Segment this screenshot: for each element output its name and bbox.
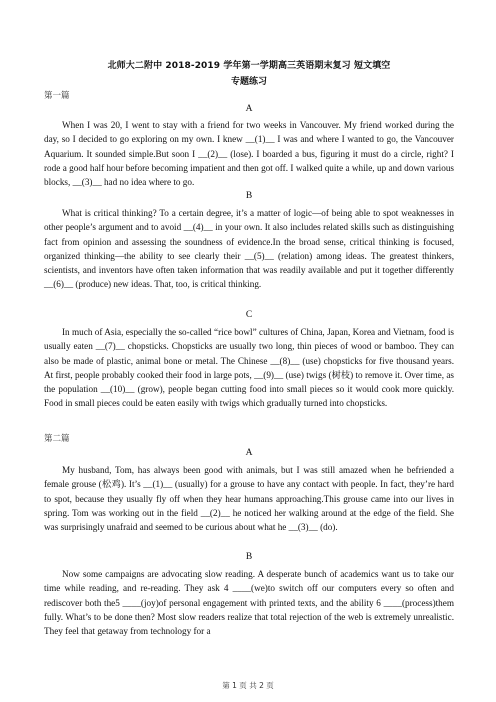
passage-text-2b: Now some campaigns are advocating slow reading. A desperate bunch of academics want us to take our time while reading, and re-reading. They ask 4 ____(we)to switch off our computers every so often and rediscover both the5 ____(joy)of personal engagement with printed texts, and the ability 6 ____(process)them fully. What’s to be done then? Most slow readers realize that total rejection of the web is extremely unrealistic. They feel that getaway from technology for a [44,569,454,637]
page-footer: 第 1 页 共 2 页 [222,681,274,690]
section-label-1: 第一篇 [44,91,70,101]
passage-letter-1a: A [245,104,253,114]
passage-letter-1b: B [245,191,253,201]
document-title: 北师大二附中 2018-2019 学年第一学期高三英语期末复习 短文填空 [107,61,391,71]
section-label-2: 第二篇 [44,434,70,444]
passage-letter-1c: C [245,310,253,320]
passage-text-1a: When I was 20, I went to stay with a friend for two weeks in Vancouver. My friend worked during the day, so I decided to go exploring on my own. I knew __(1)__ I was and where I wanted to go, the Vancouver Aquarium. It sounded simple.But soon I __(2)__ (lose). I boarded a bus, figuring it must do a circle, right? I rode a good half hour before becoming impatient and then got off. I walked quite a while, up and down various blocks, __(3)__ had no idea where to go. [44,120,454,188]
passage-letter-2b: B [245,552,253,562]
document-subtitle: 专题练习 [230,77,267,87]
passage-text-1c: In much of Asia, especially the so-called “rice bowl” cultures of China, Japan, Korea and Vietnam, food is usually eaten __(7)__ chopsticks. Chopsticks are usually two long, thin pieces of wood or bamboo. They can also be made of plastic, animal bone or metal. The Chinese __(8)__ (use) chopsticks for five thousand years. At first, people probably cooked their food in large pots, __(9)__ (use) twigs (树枝) to remove it. Over time, as the population __(10)__ (grow), people began cutting food into small pieces so it would cook more quickly. Food in small pieces could be eaten easily with twigs which gradually turned into chopsticks. [44,327,454,409]
passage-text-1b: What is critical thinking? To a certain degree, it’s a matter of logic—of being able to spot weaknesses in other people’s argument and to avoid __(4)__ in your own. It also includes related skills such as distinguishing fact from opinion and assessing the soundness of evidence.In the broad sense, critical thinking is focused, organized thinking—the ability to see clearly their __(5)__ (relation) among ideas. The greatest thinkers, scientists, and inventors have often taken information that was readily available and put it together differently __(6)__ (produce) new ideas. That, too, is critical thinking. [44,208,454,290]
passage-text-2a: My husband, Tom, has always been good with animals, but I was still amazed when he befriended a female grouse (松鸡). It’s __(1)__ (usually) for a grouse to have any contact with people. In fact, they’re hard to spot, because they usually fly off when they hear humans approaching.This grouse came into our lives in spring. Tom was working out in the field __(2)__ he noticed her walking around at the edge of the field. She was surprisingly unafraid and seemed to be curious about what he __(3)__ (do). [44,465,454,533]
passage-letter-2a: A [245,448,253,458]
